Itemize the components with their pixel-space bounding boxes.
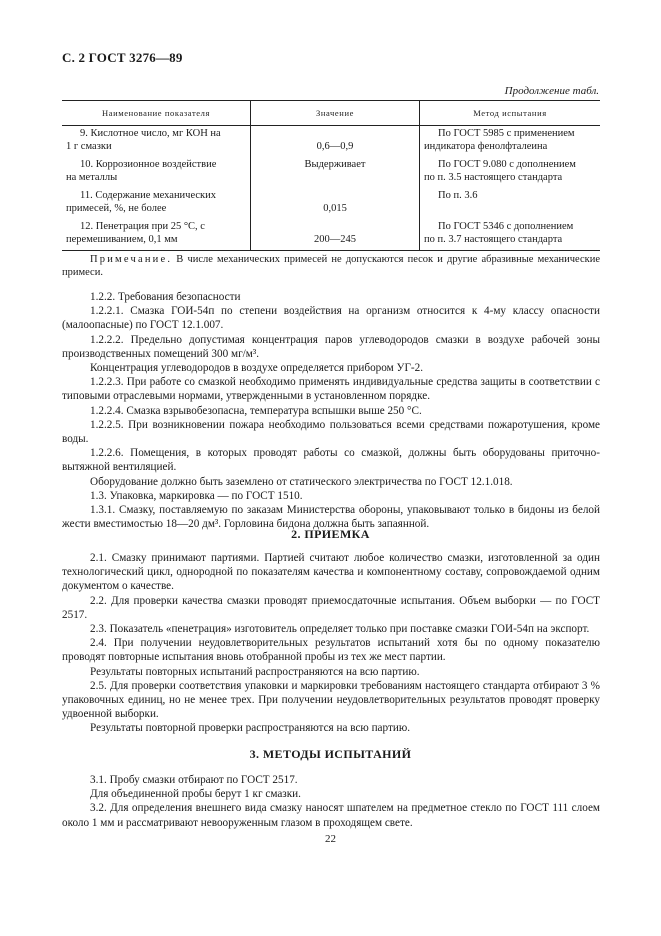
paragraph: 1.2.2.6. Помещения, в которых проводят работы со смазкой, должны быть оборудованы приточно-вытяжной вентиляцией. bbox=[62, 447, 600, 474]
row-name-cell: 11. Содержание механических примесей, %, не более bbox=[66, 190, 217, 214]
paragraph: 1.2.2.1. Смазка ГОИ-54п по степени воздействия на организм относится к 4-му классу опасности (малоопасные) по ГОСТ 12.1.007. bbox=[62, 305, 600, 332]
properties-table bbox=[62, 100, 600, 251]
section-2-body bbox=[62, 551, 600, 736]
table-continuation-label: Продолжение табл. bbox=[504, 85, 599, 97]
paragraph: 1.2.2. Требования безопасности bbox=[90, 291, 241, 303]
section-2-title: 2. ПРИЕМКА bbox=[291, 527, 370, 541]
row-value-cell: 200—245 bbox=[251, 219, 420, 251]
paragraph: 2.5. Для проверки соответствия упаковки и маркировки требованиям настоящего стандарта отбирают 3 % упаковочных единиц, но не менее трех. При получении неудовлетворительных результатов проводят проверку удвоенной выборки. bbox=[62, 679, 600, 721]
paragraph: Оборудование должно быть заземлено от статического электричества по ГОСТ 12.1.018. bbox=[90, 475, 513, 488]
column-header-value: Значение bbox=[251, 101, 420, 126]
paragraph: 1.2.2.4. Смазка взрывобезопасна, температура вспышки выше 250 °С. bbox=[90, 404, 422, 417]
paragraph: 2.4. При получении неудовлетворительных результатов испытаний хотя бы по одному показателю проводят повторные испытания вновь отобранной пробы из тех же мест партии. bbox=[62, 637, 600, 664]
note-label: Примечание. bbox=[90, 254, 173, 265]
row-name-cell: 9. Кислотное число, мг КОН на 1 г смазки bbox=[66, 128, 221, 152]
paragraph: Результаты повторной проверки распространяются на всю партию. bbox=[90, 722, 410, 735]
section-1-body bbox=[62, 290, 600, 531]
paragraph: Результаты повторных испытаний распространяются на всю партию. bbox=[90, 665, 420, 678]
row-value-cell: 0,6—0,9 bbox=[251, 126, 420, 158]
paragraph: 1.2.2.2. Предельно допустимая концентрация паров углеводородов смазки в воздухе рабочей зоны производственных помещений 300 мг/м³. bbox=[62, 333, 600, 360]
row-method-cell: По ГОСТ 9.080 с дополнением по п. 3.5 настоящего стандарта bbox=[420, 157, 601, 188]
row-method-cell: По ГОСТ 5346 с дополнением по п. 3.7 настоящего стандарта bbox=[420, 219, 601, 251]
row-method-cell: По п. 3.6 bbox=[420, 188, 601, 219]
table-row bbox=[62, 157, 600, 188]
paragraph: 1.2.2.5. При возникновении пожара необходимо пользоваться всеми средствами пожаротушения, кроме воды. bbox=[62, 418, 600, 446]
table-header-row bbox=[62, 101, 600, 126]
section-3-body bbox=[62, 773, 600, 830]
table-note bbox=[62, 253, 600, 279]
section-3-title: 3. МЕТОДЫ ИСПЫТАНИЙ bbox=[249, 747, 412, 761]
paragraph: 3.1. Пробу смазки отбирают по ГОСТ 2517. bbox=[90, 774, 298, 786]
paragraph: 2.3. Показатель «пенетрация» изготовитель определяет только при поставке смазки ГОИ-54п на экспорт. bbox=[90, 623, 590, 636]
column-header-name: Наименование показателя bbox=[62, 101, 251, 126]
row-value-cell: 0,015 bbox=[251, 188, 420, 219]
paragraph: 1.3.1. Смазку, поставляемую по заказам Министерства обороны, упаковывают только в бидоны из белой жести вместимостью 18—20 дм³. Горловина бидона должна быть запаянной. bbox=[62, 504, 600, 531]
table-row bbox=[62, 188, 600, 219]
row-name-cell: 12. Пенетрация при 25 °С, с перемешиванием, 0,1 мм bbox=[62, 219, 251, 251]
page-header: С. 2 ГОСТ 3276—89 bbox=[62, 50, 183, 65]
page-number: 22 bbox=[325, 833, 336, 845]
row-value-cell: Выдерживает bbox=[251, 157, 420, 188]
paragraph: 3.2. Для определения внешнего вида смазку наносят шпателем на предметное стекло по ГОСТ 111 слоем около 1 мм и рассматривают невооруженным глазом в проходящем свете. bbox=[62, 802, 600, 829]
column-header-method: Метод испытания bbox=[420, 101, 601, 126]
note-text: В числе механических примесей не допускаются песок и другие абразивные механические примеси. bbox=[62, 254, 600, 278]
row-method-cell: По ГОСТ 5985 с применением индикатора фенолфталеина bbox=[420, 126, 601, 158]
table-row bbox=[62, 126, 600, 158]
table-row bbox=[62, 219, 600, 251]
row-name-cell: 10. Коррозионное воздействие на металлы bbox=[66, 159, 217, 183]
paragraph: Для объединенной пробы берут 1 кг смазки. bbox=[90, 788, 301, 801]
paragraph: 1.3. Упаковка, маркировка — по ГОСТ 1510. bbox=[90, 489, 303, 502]
paragraph: 1.2.2.3. При работе со смазкой необходимо применять индивидуальные средства защиты в соответствии с типовыми отраслевыми нормами, утвержденными в установленном порядке. bbox=[62, 376, 600, 403]
paragraph: Концентрация углеводородов в воздухе определяется прибором УГ-2. bbox=[90, 362, 424, 375]
paragraph: 2.2. Для проверки качества смазки проводят приемосдаточные испытания. Объем выборки — по ГОСТ 2517. bbox=[62, 594, 600, 621]
paragraph: 2.1. Смазку принимают партиями. Партией считают любое количество смазки, изготовленной за один технологический цикл, однородной по показателям качества и компонентному составу, сопровождаемой одним документом о качестве. bbox=[62, 552, 600, 593]
